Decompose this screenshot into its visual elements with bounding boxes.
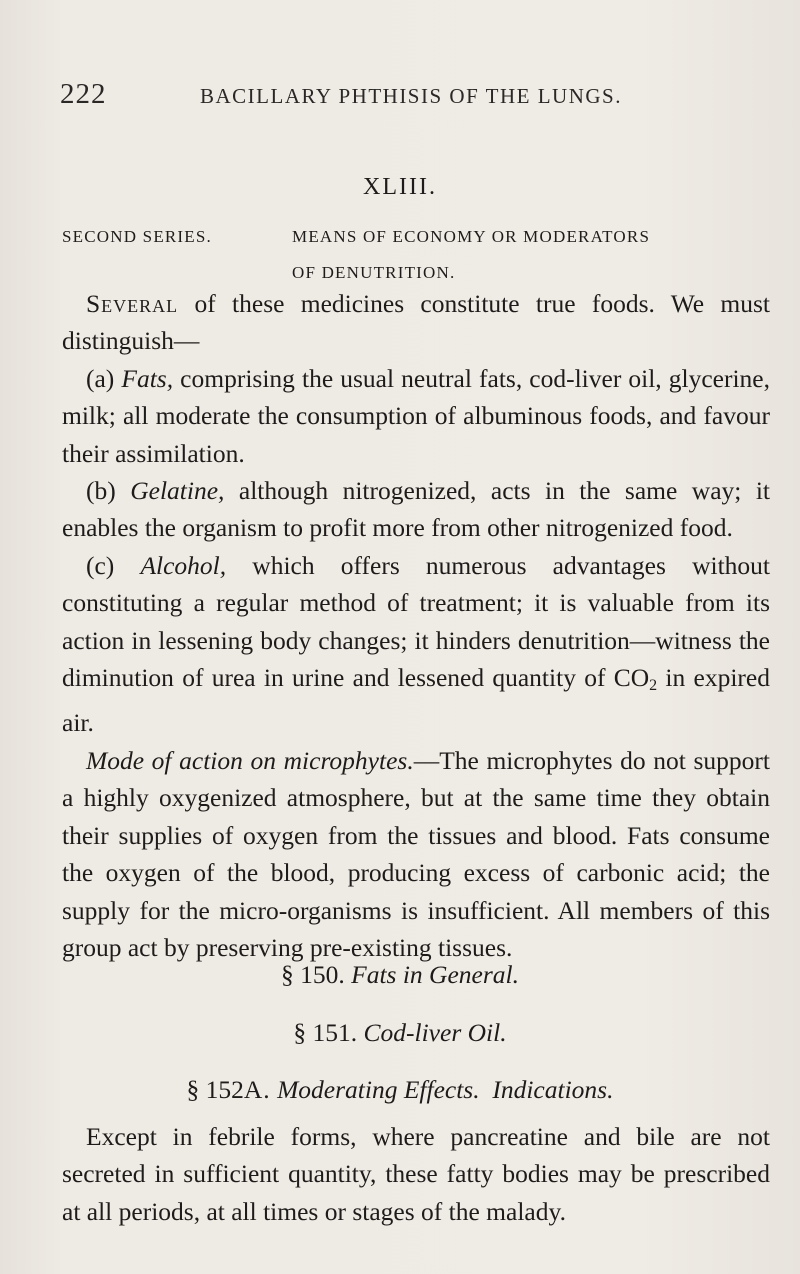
body-text [62,285,770,966]
section-number: § 151. [293,1018,358,1047]
final-paragraph-block [62,1118,770,1230]
item-marker: (c) [86,550,141,580]
item-marker: (a) [86,363,122,393]
mode-paragraph [62,742,770,966]
section-title: Cod-liver Oil. [363,1018,507,1047]
item-subscript: 2 [649,677,658,695]
intro-paragraph [62,285,770,360]
section-number: § 150. [281,960,345,989]
section-number: § 152 [186,1075,244,1104]
chapter-title-line-2: OF DENUTRITION. [292,263,456,282]
intro-text: of these medicines constitute true foods. We must distinguish— [62,289,770,356]
item-tail: in expired air. [62,663,770,738]
intro-lead: Several [86,289,179,318]
item-term: Gelatine, [130,476,225,506]
series-label: SECOND SERIES. [62,227,212,246]
section-heading-150 [0,960,800,990]
mode-heading: Mode of action on microphytes. [86,745,414,775]
item-text: which offers numerous advantages without constituting a regular method of treatment; it is valuable from its action in lessening body changes; it hinders denutrition—witness the diminution of urea in urine and lessened quantity of CO [62,550,770,693]
section-title: Fats in General. [351,960,519,989]
chapter-number: XLIII. [363,174,437,200]
item-a [62,360,770,472]
chapter-heading [62,220,766,282]
section-title-2: Indications. [492,1075,614,1104]
section-title: Moderating Effects. [277,1075,480,1104]
item-text: although nitrogenized, acts in the same way; it enables the organism to profit more from other nitrogenized food. [62,476,771,543]
item-term: Fats, [121,363,174,393]
item-marker: (b) [86,476,131,506]
item-b [62,472,770,547]
item-text: comprising the usual neutral fats, cod-liver oil, glycerine, milk; all moderate the consumption of albuminous foods, and favour their assimilation. [62,363,771,468]
section-number-suffix: A. [243,1075,271,1104]
item-c [62,547,770,742]
running-head: BACILLARY PHTHISIS OF THE LUNGS. [200,84,622,108]
page-header [60,78,760,118]
page-number: 222 [60,78,107,110]
final-paragraph: Except in febrile forms, where pancreatine and bile are not secreted in sufficient quantity, these fatty bodies may be prescribed at all periods, at all times or stages of the malady. [62,1122,770,1226]
chapter-title-line-1: MEANS OF ECONOMY OR MODERATORS [292,227,651,246]
item-term: Alcohol, [140,550,227,580]
section-heading-151 [0,1018,800,1048]
section-heading-152a [0,1075,800,1105]
mode-text: —The microphytes do not support a highly oxygenized atmosphere, but at the same time they obtain their supplies of oxygen from the tissues and blood. Fats consume the oxygen of the blood, producing excess of carbonic acid; the supply for the micro-organisms is insufficient. All members of this group act by preserving pre-existing tissues. [62,745,770,962]
